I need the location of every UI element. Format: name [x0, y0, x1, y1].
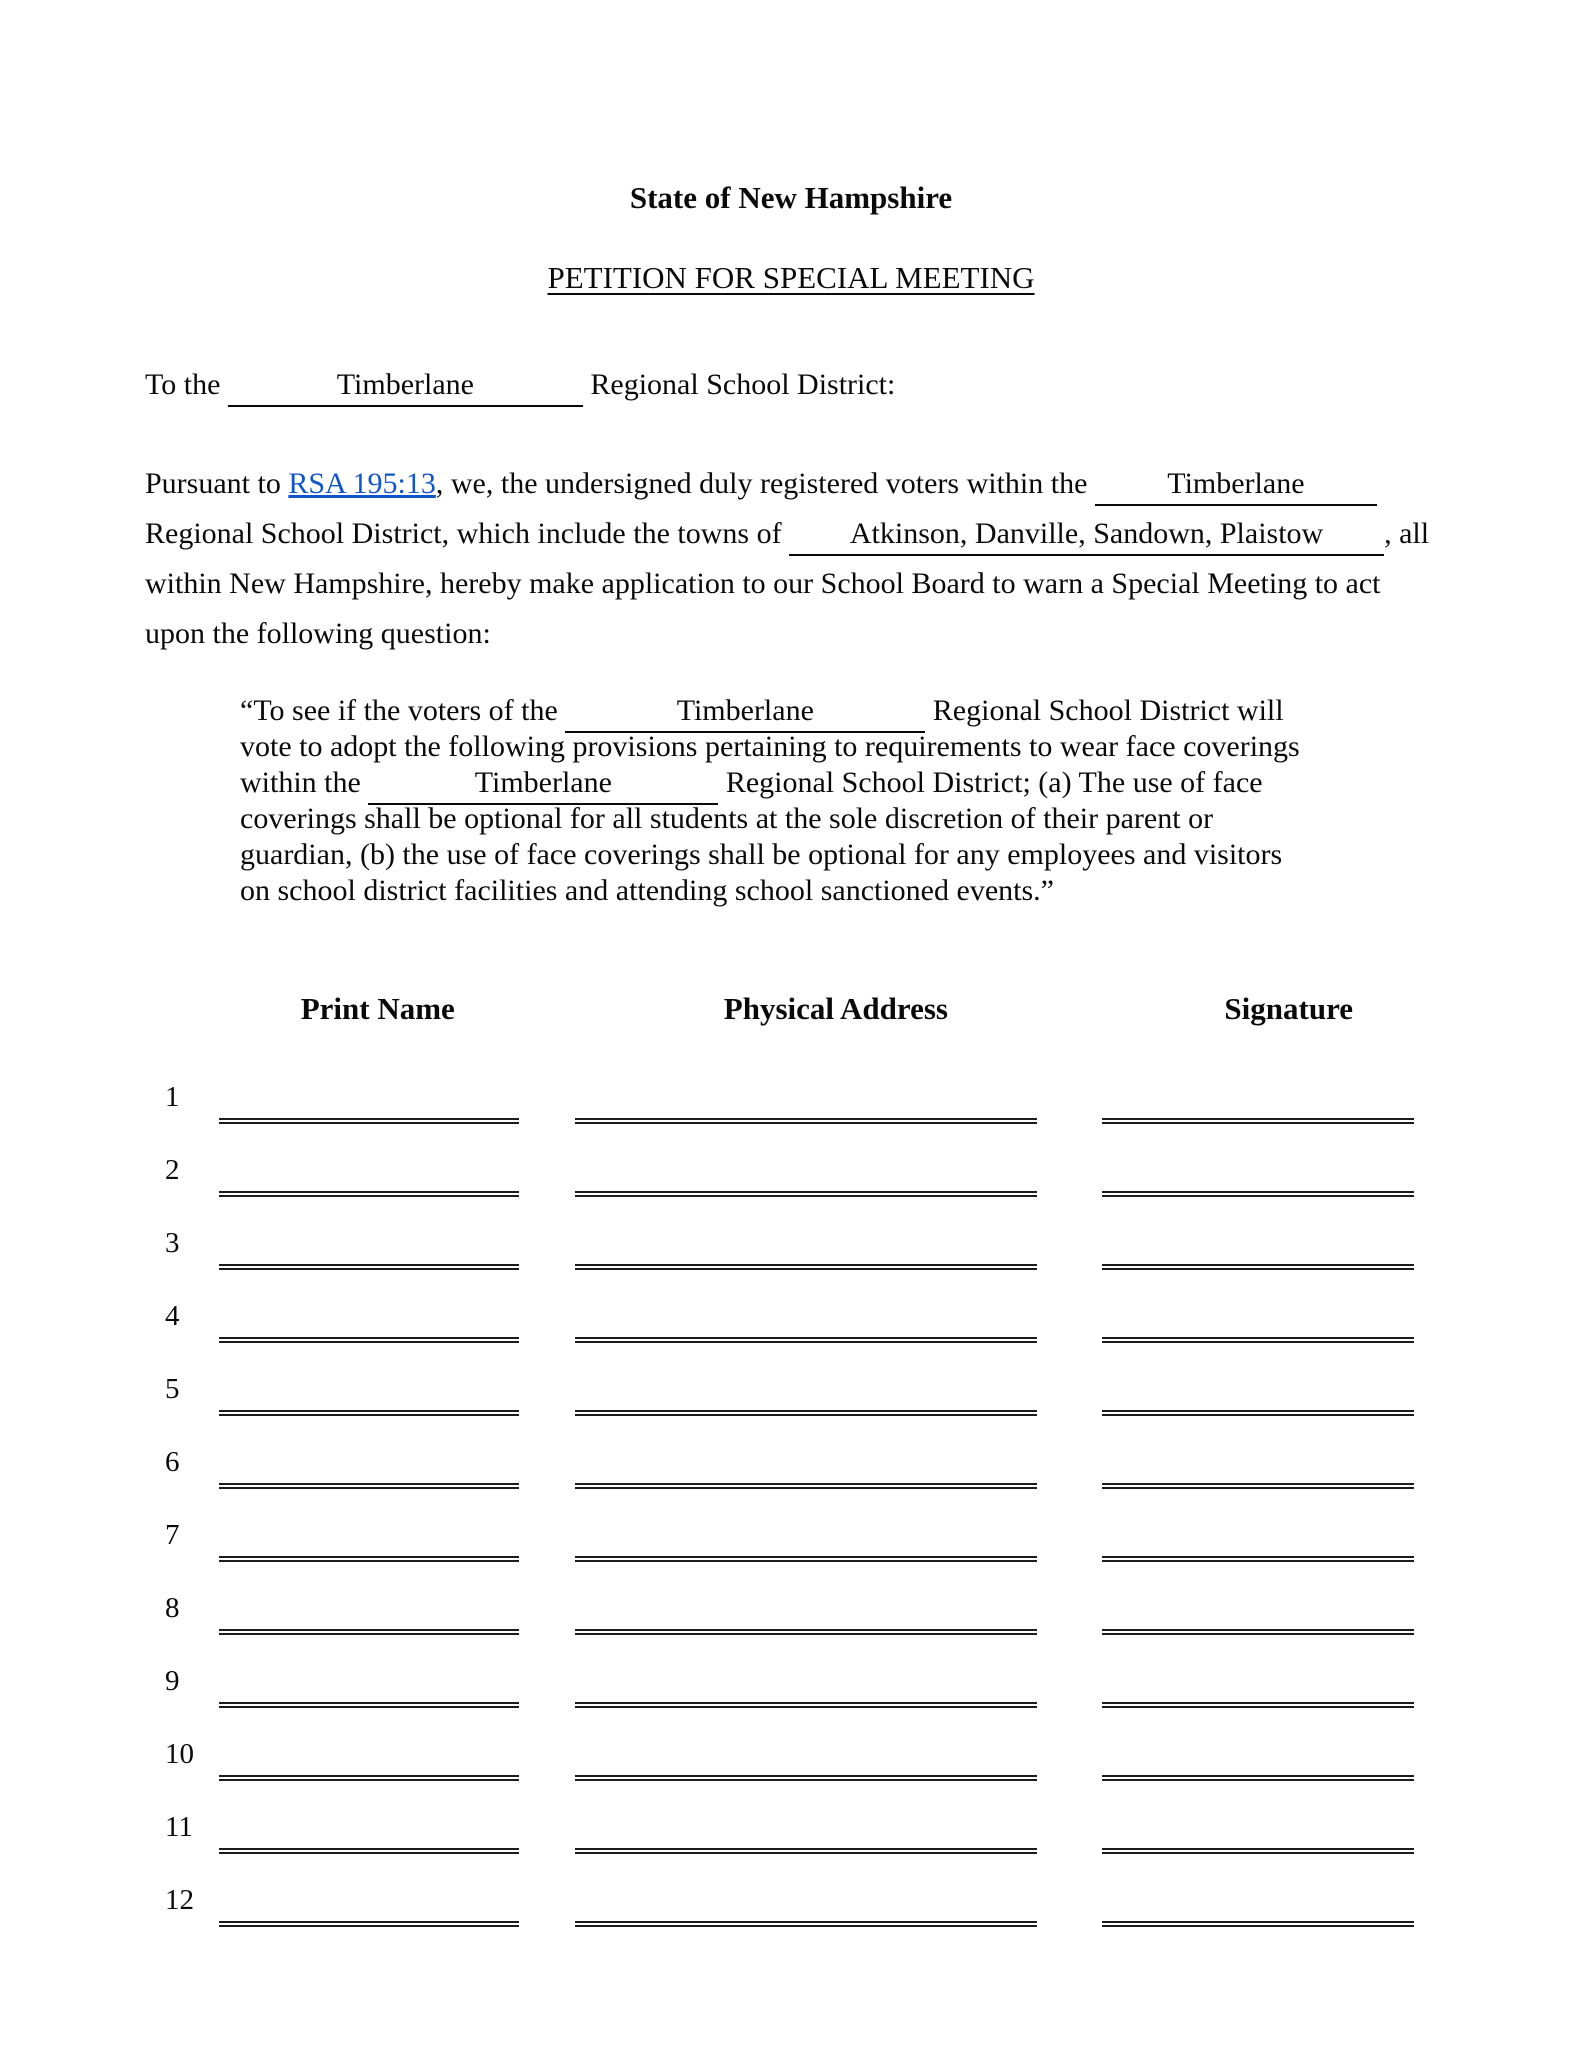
signature-table-header [145, 991, 1437, 1027]
physical-address-line [575, 1337, 1037, 1343]
table-row [145, 1856, 1437, 1929]
question-text: Regional School District will [925, 694, 1284, 727]
signature-line [1102, 1264, 1414, 1270]
body-text: , all [1384, 517, 1430, 550]
signature-line [1102, 1775, 1414, 1781]
body-line [145, 509, 1437, 559]
row-number: 5 [165, 1373, 180, 1405]
signature-line [1102, 1629, 1414, 1635]
row-number: 3 [165, 1227, 180, 1259]
physical-address-line [575, 1775, 1037, 1781]
district-name-blank: Timberlane [368, 768, 718, 805]
signature-line [1102, 1848, 1414, 1854]
row-number: 1 [165, 1081, 180, 1113]
table-row [145, 1345, 1437, 1418]
body-line: upon the following question: [145, 617, 491, 650]
question-line [240, 693, 1437, 729]
table-row [145, 1710, 1437, 1783]
document-title: State of New Hampshire [629, 180, 953, 215]
signature-line [1102, 1337, 1414, 1343]
row-number: 10 [165, 1738, 194, 1770]
physical-address-line [575, 1191, 1037, 1197]
table-row [145, 1053, 1437, 1126]
signature-line [1102, 1921, 1414, 1927]
question-text: within the [240, 766, 369, 799]
table-row [145, 1637, 1437, 1710]
column-header-print-name: Print Name [300, 991, 455, 1026]
signature-line [1102, 1410, 1414, 1416]
rsa-statute-link[interactable]: RSA 195:13 [288, 467, 436, 500]
physical-address-line [575, 1848, 1037, 1854]
column-header-signature: Signature [1224, 991, 1354, 1026]
table-row [145, 1199, 1437, 1272]
district-name-blank: Timberlane [228, 370, 583, 407]
physical-address-line [575, 1921, 1037, 1927]
signature-line [1102, 1118, 1414, 1124]
district-name-blank: Timberlane [565, 696, 925, 733]
signature-line [1102, 1702, 1414, 1708]
question-text: Regional School District; (a) The use of face [718, 766, 1263, 799]
question-line: on school district facilities and attending school sanctioned events.” [240, 874, 1054, 907]
table-row [145, 1783, 1437, 1856]
petition-body-paragraph [145, 459, 1437, 659]
print-name-line [219, 1264, 519, 1270]
physical-address-line [575, 1702, 1037, 1708]
print-name-line [219, 1629, 519, 1635]
table-row [145, 1418, 1437, 1491]
salutation-prefix: To the [145, 368, 228, 401]
physical-address-line [575, 1629, 1037, 1635]
body-text: Regional School District, which include the towns of [145, 517, 790, 550]
salutation-line [145, 368, 1437, 407]
column-header-physical-address: Physical Address [723, 991, 948, 1026]
district-name-blank: Timberlane [1095, 469, 1377, 506]
signature-line [1102, 1483, 1414, 1489]
physical-address-line [575, 1264, 1037, 1270]
row-number: 8 [165, 1592, 180, 1624]
salutation-suffix: Regional School District: [582, 368, 896, 401]
towns-blank: Atkinson, Danville, Sandown, Plaistow [789, 519, 1384, 556]
body-line: within New Hampshire, hereby make application to our School Board to warn a Special Meeting to act [145, 567, 1381, 600]
print-name-line [219, 1921, 519, 1927]
table-row [145, 1272, 1437, 1345]
document-subtitle: PETITION FOR SPECIAL MEETING [547, 260, 1035, 295]
print-name-line [219, 1556, 519, 1562]
row-number: 12 [165, 1884, 194, 1916]
physical-address-line [575, 1556, 1037, 1562]
print-name-line [219, 1483, 519, 1489]
table-row [145, 1491, 1437, 1564]
signature-table [145, 1053, 1437, 1929]
print-name-line [219, 1775, 519, 1781]
row-number: 6 [165, 1446, 180, 1478]
physical-address-line [575, 1410, 1037, 1416]
print-name-line [219, 1410, 519, 1416]
question-line: vote to adopt the following provisions pertaining to requirements to wear face coverings [240, 730, 1300, 763]
print-name-line [219, 1191, 519, 1197]
ballot-question-paragraph [240, 693, 1437, 909]
row-number: 4 [165, 1300, 180, 1332]
body-text: Pursuant to [145, 467, 289, 500]
header-spacer [145, 991, 218, 1027]
print-name-line [219, 1848, 519, 1854]
physical-address-line [575, 1118, 1037, 1124]
print-name-line [219, 1118, 519, 1124]
body-text: , we, the undersigned duly registered voters within the [435, 467, 1095, 500]
signature-line [1102, 1556, 1414, 1562]
row-number: 2 [165, 1154, 180, 1186]
question-text: “To see if the voters of the [240, 694, 566, 727]
question-line: coverings shall be optional for all students at the sole discretion of their parent or [240, 802, 1214, 835]
body-line [145, 459, 1437, 509]
print-name-line [219, 1702, 519, 1708]
signature-line [1102, 1191, 1414, 1197]
row-number: 7 [165, 1519, 180, 1551]
table-row [145, 1564, 1437, 1637]
table-row [145, 1126, 1437, 1199]
row-number: 11 [165, 1811, 193, 1843]
print-name-line [219, 1337, 519, 1343]
physical-address-line [575, 1483, 1037, 1489]
question-line: guardian, (b) the use of face coverings shall be optional for any employees and visitors [240, 838, 1283, 871]
question-line [240, 765, 1437, 801]
row-number: 9 [165, 1665, 180, 1697]
